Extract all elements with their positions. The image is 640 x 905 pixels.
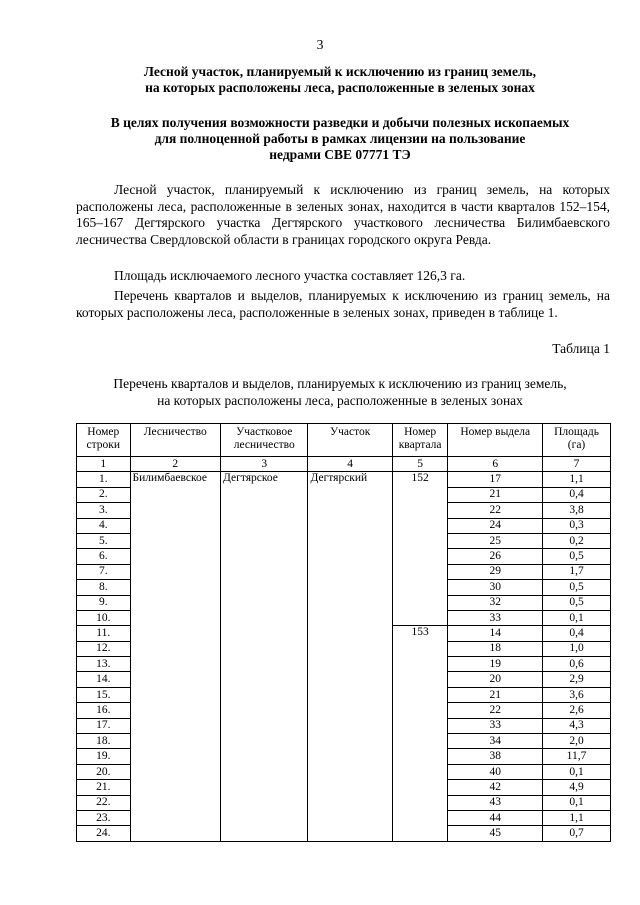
table-header-cell: Лесничество bbox=[130, 424, 221, 457]
area-cell: 0,4 bbox=[543, 487, 611, 502]
vydel-number-cell: 18 bbox=[448, 641, 543, 656]
area-cell: 1,1 bbox=[543, 810, 611, 825]
row-number-cell: 15. bbox=[77, 687, 131, 702]
area-cell: 0,2 bbox=[543, 533, 611, 548]
district-forestry-cell: Дегтярское bbox=[221, 472, 308, 841]
table-caption-line: на которых расположены леса, расположенные в зеленых зонах bbox=[157, 393, 523, 408]
table-header-cell: Номер выдела bbox=[448, 424, 543, 457]
forestry-cell: Билимбаевское bbox=[130, 472, 221, 841]
area-cell: 2,6 bbox=[543, 703, 611, 718]
page-number: 3 bbox=[316, 38, 324, 53]
purpose-title bbox=[60, 115, 620, 163]
area-cell: 2,0 bbox=[543, 734, 611, 749]
row-number-cell: 14. bbox=[77, 672, 131, 687]
area-cell: 0,4 bbox=[543, 626, 611, 641]
row-number-cell: 18. bbox=[77, 734, 131, 749]
column-number-cell: 2 bbox=[130, 457, 221, 472]
area-cell: 11,7 bbox=[543, 749, 611, 764]
area-cell: 0,5 bbox=[543, 580, 611, 595]
area-cell: 0,6 bbox=[543, 657, 611, 672]
vydel-number-cell: 43 bbox=[448, 795, 543, 810]
vydel-number-cell: 33 bbox=[448, 610, 543, 625]
row-number-cell: 21. bbox=[77, 780, 131, 795]
purpose-title-line: недрами СВЕ 07771 ТЭ bbox=[269, 147, 411, 162]
row-number-cell: 23. bbox=[77, 810, 131, 825]
section-title bbox=[60, 64, 620, 96]
vydel-number-cell: 22 bbox=[448, 503, 543, 518]
vydel-number-cell: 34 bbox=[448, 734, 543, 749]
row-number-cell: 1. bbox=[77, 472, 131, 487]
vydel-number-cell: 44 bbox=[448, 810, 543, 825]
area-cell: 0,1 bbox=[543, 610, 611, 625]
row-number-cell: 4. bbox=[77, 518, 131, 533]
paragraph-location: Лесной участок, планируемый к исключению из границ земель, на которых расположены леса, расположенные в зеленых зонах, находится в части кварталов 152–154, 165–167 Дегтярского участка Дегтярского участкового лесничества Билимбаевского лесничества Свердловской области в границах городского округа Ревда. bbox=[76, 182, 610, 247]
area-cell: 0,1 bbox=[543, 764, 611, 779]
table-caption bbox=[60, 375, 620, 409]
table-column-numbers-row bbox=[77, 457, 611, 472]
row-number-cell: 10. bbox=[77, 610, 131, 625]
vydel-number-cell: 38 bbox=[448, 749, 543, 764]
area-cell: 4,3 bbox=[543, 718, 611, 733]
vydel-number-cell: 26 bbox=[448, 549, 543, 564]
row-number-cell: 17. bbox=[77, 718, 131, 733]
table-header-cell: Номер строки bbox=[77, 424, 131, 457]
area-cell: 3,8 bbox=[543, 503, 611, 518]
table-header-cell: Площадь (га) bbox=[543, 424, 611, 457]
column-number-cell: 7 bbox=[543, 457, 611, 472]
vydel-number-cell: 42 bbox=[448, 780, 543, 795]
row-number-cell: 11. bbox=[77, 626, 131, 641]
row-number-cell: 9. bbox=[77, 595, 131, 610]
table-header-cell: Участок bbox=[308, 424, 392, 457]
site-cell: Дегтярский bbox=[308, 472, 392, 841]
row-number-cell: 12. bbox=[77, 641, 131, 656]
section-title-line: на которых расположены леса, расположенные в зеленых зонах bbox=[145, 80, 535, 95]
column-number-cell: 1 bbox=[77, 457, 131, 472]
column-number-cell: 6 bbox=[448, 457, 543, 472]
row-number-cell: 5. bbox=[77, 533, 131, 548]
area-cell: 0,1 bbox=[543, 795, 611, 810]
row-number-cell: 2. bbox=[77, 487, 131, 502]
vydel-number-cell: 25 bbox=[448, 533, 543, 548]
vydel-number-cell: 21 bbox=[448, 487, 543, 502]
area-cell: 0,3 bbox=[543, 518, 611, 533]
row-number-cell: 13. bbox=[77, 657, 131, 672]
area-cell: 1,1 bbox=[543, 472, 611, 487]
column-number-cell: 5 bbox=[392, 457, 448, 472]
paragraph-list-intro: Перечень кварталов и выделов, планируемых к исключению из границ земель, на которых расположены леса, расположенные в зеленых зонах, приведен в таблице 1. bbox=[76, 288, 610, 320]
row-number-cell: 7. bbox=[77, 564, 131, 579]
vydel-number-cell: 32 bbox=[448, 595, 543, 610]
area-cell: 3,6 bbox=[543, 687, 611, 702]
vydel-number-cell: 40 bbox=[448, 764, 543, 779]
vydel-number-cell: 17 bbox=[448, 472, 543, 487]
row-number-cell: 16. bbox=[77, 703, 131, 718]
row-number-cell: 19. bbox=[77, 749, 131, 764]
paragraph-area: Площадь исключаемого лесного участка составляет 126,3 га. bbox=[114, 268, 466, 283]
vydel-number-cell: 20 bbox=[448, 672, 543, 687]
quarters-table bbox=[76, 423, 611, 842]
table-header-cell: Номер квартала bbox=[392, 424, 448, 457]
table-label: Таблица 1 bbox=[552, 341, 610, 356]
table-caption-line: Перечень кварталов и выделов, планируемых к исключению из границ земель, bbox=[113, 376, 567, 391]
row-number-cell: 3. bbox=[77, 503, 131, 518]
quarter-number-cell: 153 bbox=[392, 626, 448, 841]
purpose-title-line: В целях получения возможности разведки и добычи полезных ископаемых bbox=[110, 115, 570, 130]
row-number-cell: 24. bbox=[77, 826, 131, 841]
area-cell: 0,5 bbox=[543, 549, 611, 564]
area-cell: 0,7 bbox=[543, 826, 611, 841]
area-cell: 4,9 bbox=[543, 780, 611, 795]
column-number-cell: 3 bbox=[221, 457, 308, 472]
vydel-number-cell: 29 bbox=[448, 564, 543, 579]
table-header-row bbox=[77, 424, 611, 457]
purpose-title-line: для полноценной работы в рамках лицензии на пользование bbox=[154, 131, 526, 146]
vydel-number-cell: 24 bbox=[448, 518, 543, 533]
vydel-number-cell: 14 bbox=[448, 626, 543, 641]
row-number-cell: 8. bbox=[77, 580, 131, 595]
vydel-number-cell: 21 bbox=[448, 687, 543, 702]
section-title-line: Лесной участок, планируемый к исключению из границ земель, bbox=[143, 64, 537, 79]
area-cell: 0,5 bbox=[543, 595, 611, 610]
row-number-cell: 22. bbox=[77, 795, 131, 810]
quarter-number-cell: 152 bbox=[392, 472, 448, 626]
area-cell: 1,7 bbox=[543, 564, 611, 579]
column-number-cell: 4 bbox=[308, 457, 392, 472]
vydel-number-cell: 30 bbox=[448, 580, 543, 595]
table-header-cell: Участковое лесничество bbox=[221, 424, 308, 457]
area-cell: 1,0 bbox=[543, 641, 611, 656]
vydel-number-cell: 33 bbox=[448, 718, 543, 733]
table-row bbox=[77, 472, 611, 487]
vydel-number-cell: 22 bbox=[448, 703, 543, 718]
row-number-cell: 20. bbox=[77, 764, 131, 779]
row-number-cell: 6. bbox=[77, 549, 131, 564]
area-cell: 2,9 bbox=[543, 672, 611, 687]
vydel-number-cell: 45 bbox=[448, 826, 543, 841]
vydel-number-cell: 19 bbox=[448, 657, 543, 672]
